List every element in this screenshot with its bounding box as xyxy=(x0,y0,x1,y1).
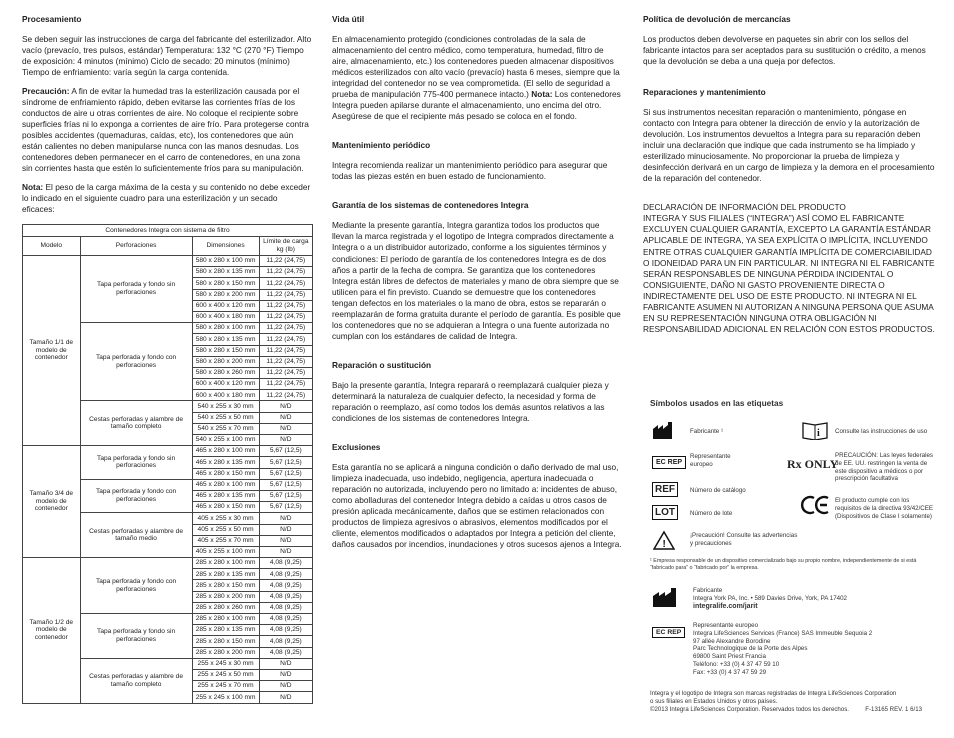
table-cell-load-limit: N/D xyxy=(259,524,312,535)
table-header-perforations: Perforaciones xyxy=(80,237,192,256)
table-cell-dimensions: 255 x 245 x 100 mm xyxy=(192,692,259,703)
warranty-section xyxy=(332,200,622,341)
lot-label: Número de lote xyxy=(690,510,733,517)
table-cell-dimensions: 600 x 400 x 120 mm xyxy=(192,379,259,390)
table-row xyxy=(23,256,313,267)
caution-label: ¡Precaución! Consulte las advertencias y precauciones xyxy=(690,532,798,547)
table-cell-dimensions: 285 x 280 x 100 mm xyxy=(192,614,259,625)
table-cell-load-limit: 11,22 (24,75) xyxy=(259,300,312,311)
table-cell-load-limit: 5,67 (12,5) xyxy=(259,490,312,501)
table-cell-load-limit: 5,67 (12,5) xyxy=(259,479,312,490)
table-cell-load-limit: 11,22 (24,75) xyxy=(259,289,312,300)
table-cell-dimensions: 285 x 280 x 100 mm xyxy=(192,558,259,569)
right-column xyxy=(643,14,935,335)
exclusions-title: Exclusiones xyxy=(332,441,381,452)
container-table xyxy=(22,224,313,704)
ec-rep-icon-text: EC REP xyxy=(652,456,686,469)
table-cell-load-limit: 4,08 (9,25) xyxy=(259,625,312,636)
table-cell-load-limit: N/D xyxy=(259,669,312,680)
consult-label: Consulte las instrucciones de uso xyxy=(835,428,928,435)
svg-text:!: ! xyxy=(662,539,666,550)
table-cell-dimensions: 580 x 280 x 150 mm xyxy=(192,345,259,356)
table-cell-dimensions: 465 x 280 x 135 mm xyxy=(192,457,259,468)
table-cell-load-limit: N/D xyxy=(259,535,312,546)
table-row xyxy=(23,446,313,457)
table-cell-dimensions: 465 x 280 x 100 mm xyxy=(192,479,259,490)
ce-mark-icon xyxy=(800,495,830,515)
container-table-wrapper xyxy=(22,218,313,704)
table-cell-perforations: Cestas perforadas y alambre de tamaño medio xyxy=(80,513,192,558)
table-cell-dimensions: 540 x 255 x 100 mm xyxy=(192,435,259,446)
lot-icon xyxy=(652,505,678,520)
table-cell-dimensions: 580 x 280 x 200 mm xyxy=(192,289,259,300)
maintenance-section xyxy=(332,140,622,182)
table-cell-load-limit: N/D xyxy=(259,435,312,446)
manufacturer-icon xyxy=(652,422,676,440)
table-cell-model: Tamaño 1/2 de modelo de contenedor xyxy=(23,558,81,703)
table-cell-perforations: Tapa perforada y fondo sin perforaciones xyxy=(80,256,192,323)
rep-block-label: Representante europeo xyxy=(693,622,759,629)
table-cell-dimensions: 540 x 255 x 30 mm xyxy=(192,401,259,412)
lot-icon-text: LOT xyxy=(652,505,678,520)
manufacturer-label: Fabricante ¹ xyxy=(690,428,724,435)
processing-section xyxy=(22,14,312,216)
table-cell-load-limit: 5,67 (12,5) xyxy=(259,457,312,468)
table-cell-dimensions: 285 x 280 x 135 mm xyxy=(192,569,259,580)
table-cell-load-limit: 11,22 (24,75) xyxy=(259,367,312,378)
table-cell-load-limit: 4,08 (9,25) xyxy=(259,614,312,625)
table-cell-dimensions: 580 x 280 x 135 mm xyxy=(192,334,259,345)
table-cell-load-limit: 5,67 (12,5) xyxy=(259,446,312,457)
table-cell-load-limit: 11,22 (24,75) xyxy=(259,356,312,367)
life-note-text: Los contenedores Integra pueden apilarse durante el almacenamiento, uno encima del otro. Asegúrese de que el recipiente más pesado se coloca en el fondo. xyxy=(332,89,621,122)
rep-block xyxy=(693,622,872,676)
table-cell-dimensions: 580 x 280 x 260 mm xyxy=(192,367,259,378)
table-cell-load-limit: 4,08 (9,25) xyxy=(259,647,312,658)
table-cell-dimensions: 405 x 255 x 70 mm xyxy=(192,535,259,546)
precaution-label: Precaución: xyxy=(22,86,70,97)
table-cell-load-limit: N/D xyxy=(259,412,312,423)
table-cell-load-limit: 11,22 (24,75) xyxy=(259,334,312,345)
table-cell-load-limit: 4,08 (9,25) xyxy=(259,636,312,647)
symbols-footnote: ¹ Empresa responsable de un dispositivo comercializado bajo su propio nombre, independientemente de si está “fabricado para” o “fabricado por” la empresa. xyxy=(650,558,917,572)
table-cell-load-limit: 5,67 (12,5) xyxy=(259,502,312,513)
life-title: Vida útil xyxy=(332,14,365,24)
ref-icon-text: REF xyxy=(652,482,678,497)
declaration-text: INTEGRA Y SUS FILIALES (“INTEGRA”) ASÍ COMO EL FABRICANTE EXCLUYEN CUALQUIER GARANTÍA, EXCEPTO LA GARANTÍA ESTÁNDAR APLICABLE DE INTEGRA, YA SEA EXPLÍCITA O IMPLÍCITA, INCLUYENDO ENTRE OTRAS CUALQUIER GARANTÍA IMPLÍCITA DE COMERCIABILIDAD O IDONEIDAD PARA UN FIN PARTICULAR. NI INTEGRA NI EL FABRICANTE SERÁN RESPONSABLES DE NINGUNA PÉRDIDA INCIDENTAL O CONSIGUIENTE, DAÑO NI GASTO PROVENIENTE DIRECTA O INDIRECTAMENTE DEL USO DE ESTE PRODUCTO. NI INTEGRA NI EL FABRICANTE ASUMEN NI AUTORIZAN A NINGUNA PERSONA QUE ASUMA EN SU REPRESENTACIÓN NINGUNA OTRA OBLIGACIÓN NI RESPONSABILIDAD ADICIONAL EN RELACIÓN CON ESTOS PRODUCTOS. xyxy=(643,213,935,334)
repairs-text: Si sus instrumentos necesitan reparación o mantenimiento, póngase en contacto con Integra para obtener la dirección de envío y la autorización de devolución. Los instrumentos devueltos a Integra para su reparación deben incluir una declaración que indique que cada instrumento se ha limpiado y esterilizado minuciosamente. No proporcionar la prueba de limpieza y desinfección derivará en un cargo de limpieza y la demora en el procesamiento de la reparación del contenedor. xyxy=(643,107,935,184)
table-cell-dimensions: 580 x 280 x 100 mm xyxy=(192,323,259,334)
return-text: Los productos deben devolverse en paquetes sin abrir con los sellos del fabricante intactos para ser aceptados para su sustitución o crédito, a menos que la devolución se deba a una queja por defectos. xyxy=(643,34,926,67)
footer-line3-row xyxy=(650,706,922,714)
table-cell-dimensions: 600 x 400 x 180 mm xyxy=(192,390,259,401)
table-cell-load-limit: 4,08 (9,25) xyxy=(259,569,312,580)
manufacturer-block-address: Integra York PA, Inc. • 589 Davies Drive, York, PA 17402 xyxy=(693,594,847,602)
table-cell-dimensions: 285 x 280 x 200 mm xyxy=(192,647,259,658)
table-cell-load-limit: 11,22 (24,75) xyxy=(259,311,312,322)
table-cell-dimensions: 580 x 280 x 200 mm xyxy=(192,356,259,367)
table-cell-load-limit: N/D xyxy=(259,401,312,412)
ec-rep-icon xyxy=(652,456,686,469)
table-cell-load-limit: N/D xyxy=(259,546,312,557)
table-cell-dimensions: 405 x 255 x 30 mm xyxy=(192,513,259,524)
return-section xyxy=(643,14,935,67)
rep-block-icon xyxy=(652,628,685,637)
svg-text:i: i xyxy=(817,428,820,439)
processing-text: Se deben seguir las instrucciones de carga del fabricante del esterilizador. Alto vacío (prevacío, tres pulsos, estándar) Temperatura: 132 °C (270 °F) Tiempo de exposición: 4 minutos (mínimo) Ciclo de secado: 20 minutos (mínimo) Tiempo de enfriamiento: varía según la carga contenida. xyxy=(22,34,312,78)
table-cell-dimensions: 465 x 280 x 150 mm xyxy=(192,502,259,513)
manufacturer-block-icon xyxy=(652,588,680,608)
table-cell-dimensions: 465 x 280 x 100 mm xyxy=(192,446,259,457)
processing-title: Procesamiento xyxy=(22,14,82,24)
ref-icon xyxy=(652,482,678,497)
rx-only-icon: Rx ONLY xyxy=(787,457,839,471)
table-cell-perforations: Tapa perforada y fondo sin perforaciones xyxy=(80,614,192,659)
table-cell-perforations: Tapa perforada y fondo sin perforaciones xyxy=(80,446,192,480)
table-cell-dimensions: 600 x 400 x 120 mm xyxy=(192,300,259,311)
rep-block-line1: Integra LifeSciences Services (France) SAS Immeuble Sequoia 2 xyxy=(693,629,873,637)
table-cell-load-limit: 11,22 (24,75) xyxy=(259,278,312,289)
repair-section xyxy=(332,360,622,424)
repair-title: Reparación o sustitución xyxy=(332,359,432,370)
rep-block-line4: 69800 Saint Priest Francia xyxy=(693,653,766,660)
table-cell-load-limit: 4,08 (9,25) xyxy=(259,602,312,613)
table-cell-dimensions: 405 x 255 x 50 mm xyxy=(192,524,259,535)
table-cell-load-limit: 11,22 (24,75) xyxy=(259,379,312,390)
rep-block-line2: 97 allée Alexandre Borodine xyxy=(693,637,771,645)
caution-icon xyxy=(653,530,675,550)
table-row xyxy=(23,558,313,569)
precaution-paragraph xyxy=(22,86,312,174)
rep-block-line3: Parc Technologique de la Porte des Alpes xyxy=(693,645,808,653)
rx-only-text: PRECAUCIÓN: Las leyes federales de EE. UU. restringen la venta de este dispositivo a médicos o por prescripción facultativa xyxy=(835,452,934,483)
table-cell-load-limit: N/D xyxy=(259,423,312,434)
table-cell-load-limit: 4,08 (9,25) xyxy=(259,580,312,591)
table-cell-load-limit: 11,22 (24,75) xyxy=(259,345,312,356)
declaration-section xyxy=(643,202,935,334)
manufacturer-block-url: integralife.com/jarit xyxy=(693,602,758,610)
precaution-text: A fin de evitar la humedad tras la esterilización causada por el síndrome de enfriamiento rápido, deben evitarse las corrientes frías de los conductos de aire u otras corrientes de aire. No coloque el recipiente sobre superficies frías ni lo exponga a corrientes de aire frío. Para protegerse contra posibles accidentes (quemaduras, caídas, etc), los contenedores que aún están calientes no deben manipularse nunca con las manos desnudas. Los contenedores deben permanecer en el carro de contenedores, en una zona sin corrientes hasta que estén lo suficientemente fríos para su manipulación. xyxy=(22,86,309,174)
table-cell-dimensions: 540 x 255 x 50 mm xyxy=(192,412,259,423)
table-cell-load-limit: 4,08 (9,25) xyxy=(259,591,312,602)
manufacturer-block-label: Fabricante xyxy=(693,587,723,594)
table-cell-load-limit: N/D xyxy=(259,692,312,703)
table-cell-dimensions: 255 x 245 x 50 mm xyxy=(192,669,259,680)
table-cell-dimensions: 465 x 280 x 135 mm xyxy=(192,490,259,501)
footer xyxy=(650,690,942,714)
table-cell-dimensions: 285 x 280 x 200 mm xyxy=(192,591,259,602)
left-column xyxy=(22,14,312,234)
table-header-load-limit: Límite de carga kg (lb) xyxy=(259,237,312,256)
warranty-title: Garantía de los sistemas de contenedores Integra xyxy=(332,200,529,211)
table-cell-load-limit: 11,22 (24,75) xyxy=(259,267,312,278)
manufacturer-block xyxy=(693,587,847,611)
footer-line1: Integra y el logotipo de Integra son marcas registradas de Integra LifeSciences Corporation xyxy=(650,690,897,697)
table-cell-load-limit: 11,22 (24,75) xyxy=(259,256,312,267)
footer-copyright: ©2013 Integra LifeSciences Corporation. Reservados todos los derechos. xyxy=(650,706,849,714)
repairs-title: Reparaciones y mantenimiento xyxy=(643,87,766,98)
exclusions-section xyxy=(332,442,622,550)
middle-column xyxy=(332,14,622,568)
warranty-text: Mediante la presente garantía, Integra garantiza todos los productos que llevan la marca registrada y el logotipo de Integra comprados directamente a Integra o a un distribuidor autorizado, conforme a los siguientes términos y condiciones: El período de garantía de los contenedores Integra es de dos años a partir de la fecha de compra. Se garantiza que los contenedores Integra están libres de defectos de materiales y mano de obra siempre que se utilicen para el fin previsto. Cuando se demuestre que los contenedores tengan defectos en los materiales o la mano de obra, estos se repararán o reemplazarán de forma gratuita durante el período de garantía. Es posible que los contenedores que no se adquieran a Integra o una fuente autorizada no cumplan con los estándares de calidad de Integra. xyxy=(332,220,621,341)
rep-block-line5: Teléfono: +33 (0) 4 37 47 59 10 xyxy=(693,660,780,668)
table-cell-dimensions: 285 x 280 x 150 mm xyxy=(192,636,259,647)
footer-line2: o sus filiales en Estados Unidos y otros países. xyxy=(650,698,778,706)
table-cell-dimensions: 285 x 280 x 150 mm xyxy=(192,580,259,591)
table-cell-dimensions: 405 x 255 x 100 mm xyxy=(192,546,259,557)
rep-block-line6: Fax: +33 (0) 4 37 47 59 29 xyxy=(693,668,767,676)
consult-instructions-icon xyxy=(802,420,828,440)
ref-label: Número de catálogo xyxy=(690,487,746,494)
table-cell-dimensions: 255 x 245 x 30 mm xyxy=(192,658,259,669)
table-cell-perforations: Cestas perforadas y alambre de tamaño completo xyxy=(80,401,192,446)
symbols-title: Símbolos usados en las etiquetas xyxy=(650,398,784,408)
note-paragraph xyxy=(22,182,312,215)
table-cell-dimensions: 540 x 255 x 70 mm xyxy=(192,423,259,434)
table-cell-model: Tamaño 3/4 de modelo de contenedor xyxy=(23,446,81,558)
table-cell-dimensions: 580 x 280 x 135 mm xyxy=(192,267,259,278)
repairs-section xyxy=(643,87,935,184)
life-section xyxy=(332,14,622,122)
note-label: Nota: xyxy=(22,182,44,193)
table-cell-dimensions: 600 x 400 x 180 mm xyxy=(192,311,259,322)
table-cell-load-limit: 11,22 (24,75) xyxy=(259,323,312,334)
life-paragraph xyxy=(332,34,622,122)
maintenance-title: Mantenimiento periódico xyxy=(332,140,431,151)
table-header-model: Modelo xyxy=(23,237,81,256)
table-header-dimensions: Dimensiones xyxy=(192,237,259,256)
note-text: El peso de la carga máxima de la cesta y su contenido no debe exceder lo indicado en el siguiente cuadro para una esterilización y un secado eficaces: xyxy=(22,182,311,215)
table-cell-dimensions: 255 x 245 x 70 mm xyxy=(192,681,259,692)
table-title: Contenedores Integra con sistema de filtro xyxy=(23,225,313,237)
table-cell-dimensions: 465 x 280 x 150 mm xyxy=(192,468,259,479)
life-text: En almacenamiento protegido (condiciones controladas de la sala de almacenamiento del centro médico, como temperatura, humedad, filtro de aire, almacenamiento, etc.) los contenedores pueden almacenar dispositivos médicos esterilizados con alto vacío (prevacío) hasta 6 meses, siempre que la integridad del contenedor no se vea comprometida. (El sello de seguridad a prueba de manipulación 775-400 permanece intacto.) xyxy=(332,34,620,100)
repair-text: Bajo la presente garantía, Integra reparará o reemplazará cualquier pieza y determinará la naturaleza de cualquier defecto, la necesidad y forma de reparación o reemplazo, así como todos los demás asuntos relativos a las condiciones de los sistemas de contenedores Integra. xyxy=(332,379,609,423)
table-cell-load-limit: 4,08 (9,25) xyxy=(259,558,312,569)
table-cell-dimensions: 285 x 280 x 135 mm xyxy=(192,625,259,636)
ec-rep-label: Representante europeo xyxy=(690,453,731,468)
table-cell-load-limit: N/D xyxy=(259,513,312,524)
table-cell-perforations: Tapa perforada y fondo con perforaciones xyxy=(80,558,192,614)
table-cell-perforations: Tapa perforada y fondo con perforaciones xyxy=(80,479,192,513)
table-cell-perforations: Tapa perforada y fondo con perforaciones xyxy=(80,323,192,401)
return-title: Política de devolución de mercancías xyxy=(643,14,791,24)
footer-code: F-13165 REV. 1 6/13 xyxy=(865,706,922,714)
table-cell-load-limit: 5,67 (12,5) xyxy=(259,468,312,479)
declaration-title: DECLARACIÓN DE INFORMACIÓN DEL PRODUCTO xyxy=(643,202,846,213)
table-cell-model: Tamaño 1/1 de modelo de contenedor xyxy=(23,256,81,446)
table-cell-load-limit: N/D xyxy=(259,681,312,692)
table-cell-perforations: Cestas perforadas y alambre de tamaño completo xyxy=(80,658,192,703)
table-cell-load-limit: 11,22 (24,75) xyxy=(259,390,312,401)
table-cell-dimensions: 580 x 280 x 150 mm xyxy=(192,278,259,289)
table-cell-dimensions: 580 x 280 x 100 mm xyxy=(192,256,259,267)
maintenance-text: Integra recomienda realizar un mantenimiento periódico para asegurar que todas las piezas estén en buen estado de funcionamiento. xyxy=(332,160,608,182)
table-cell-dimensions: 285 x 280 x 260 mm xyxy=(192,602,259,613)
ce-text: El producto cumple con los requisitos de la directiva 93/42/CEE (Dispositivos de Clase I solamente) xyxy=(835,497,934,520)
rep-block-icon-text: EC REP xyxy=(652,627,685,638)
table-cell-load-limit: N/D xyxy=(259,658,312,669)
life-note-label: Nota: xyxy=(531,89,553,100)
exclusions-text: Esta garantía no se aplicará a ninguna condición o daño derivado de mal uso, limpieza inadecuada, uso indebido, negligencia, apertura inadecuada o reparación no autorizada, incluyendo pero no limitado a: incidentes de abuso, como abolladuras del contenedor Integra debido a caídas u otros casos de presión aplicada mecánicamente, daños que se estimen relacionados con productos de limpieza agresivos o abrasivos, elementos modificados por el cliente, elementos modificados o adaptados por Integra a petición del cliente, daños causados por incendios, inundaciones y otros sucesos ajenos a Integra. xyxy=(332,461,622,550)
